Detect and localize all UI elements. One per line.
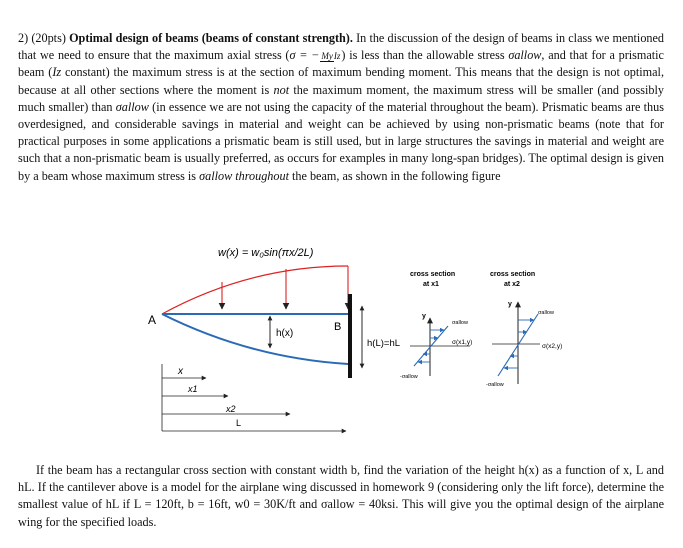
x-label: x <box>178 366 183 377</box>
emphasis-not: not <box>273 82 290 97</box>
cs1-y: y <box>422 313 426 320</box>
wall <box>348 294 352 378</box>
hx-label: h(x) <box>276 328 294 339</box>
fraction-numerator: My <box>321 50 333 61</box>
load-arrows <box>222 266 348 309</box>
x2-label: x2 <box>226 404 236 414</box>
cs2-sigma-pos: σallow <box>538 310 554 316</box>
beam-bottom <box>162 314 348 364</box>
fraction-denominator: Iz <box>333 50 341 61</box>
text-seg: ) is less than the allowable stress <box>341 48 509 63</box>
text-seg: constant) the maximum stress is at the section of maximum bending moment. This means that the design is not optimal, because at all other sections where the moment is <box>18 65 664 97</box>
my-over-iz-fraction <box>320 52 340 61</box>
point-b-label: B <box>334 321 342 333</box>
sigma-allow-symbol: σallow <box>115 99 149 114</box>
text-seg: (in essence we are not using the capacity of the material throughout the beam). Prismatic beams are thus overdesigned, and considerable savings in material and weight can be achieved by using non-prismatic beams (note that for practical purposes in some applications a prismatic beam is still used, but in large structures the savings in material and weight are such that a non-prismatic beam is usually preferred, as occurs for examples in many long-span bridges). The optimal design is given by a beam whose maximum stress is <box>18 99 664 183</box>
beam-figure <box>130 236 570 436</box>
cs2-sigma-neg: -σallow <box>486 382 504 388</box>
text-seg: In the discussion of the design of beams in class we mentioned that we need to ensure that the maximum axial stress ( <box>18 31 665 63</box>
question-text: If the beam has a rectangular cross section with constant width b, find the variation of the height h(x) as a function of x, L and hL. If the cantilever above is a model for the airplane wing discussed in homework 9 (considering only the lift force), determine the smallest value of hL if L = 120ft, b = 16ft, w0 = 30K/ft and σallow = 40ksi. This will give you the optimal design of the airplane wing for the specified loads. <box>18 463 664 529</box>
load-label: w(x) = w₀sin(πx/2L) <box>218 247 314 259</box>
point-a-label: A <box>148 313 157 327</box>
cs1-sigma-pos: σallow <box>452 320 468 326</box>
load-curve <box>162 266 348 314</box>
text-seg: , and that for a prismatic beam ( <box>18 48 664 80</box>
cs1-sigma-label: σ(x1,y) <box>452 339 473 346</box>
L-label: L <box>236 418 242 428</box>
cs1-title: cross section <box>410 271 456 278</box>
cs1-sigma-neg: -σallow <box>400 374 418 380</box>
cs2-at: at x2 <box>504 281 520 288</box>
x1-label: x1 <box>188 384 198 394</box>
hl-label: h(L)=hL <box>367 338 401 349</box>
stress-formula: σ = − <box>289 48 320 63</box>
sigma-allow-symbol: σallow <box>508 48 542 63</box>
cs2-title: cross section <box>490 271 536 278</box>
emphasis-throughout: throughout <box>235 168 289 183</box>
iz-symbol: Iz <box>52 65 62 80</box>
cs1-at: at x1 <box>423 281 439 288</box>
problem-title: Optimal design of beams (beams of constant strength). <box>69 31 353 45</box>
problem-heading: 2) (20pts) <box>18 31 66 45</box>
cs2-y: y <box>508 301 512 308</box>
sigma-allow-symbol: σallow <box>199 168 233 183</box>
problem-statement <box>18 30 664 185</box>
text-seg: the maximum moment, the maximum stress will be smaller (and possibly much smaller) than <box>18 82 664 114</box>
text-seg: the beam, as shown in the following figure <box>288 168 501 183</box>
cs2-sigma-label: σ(x2,y) <box>542 343 563 350</box>
